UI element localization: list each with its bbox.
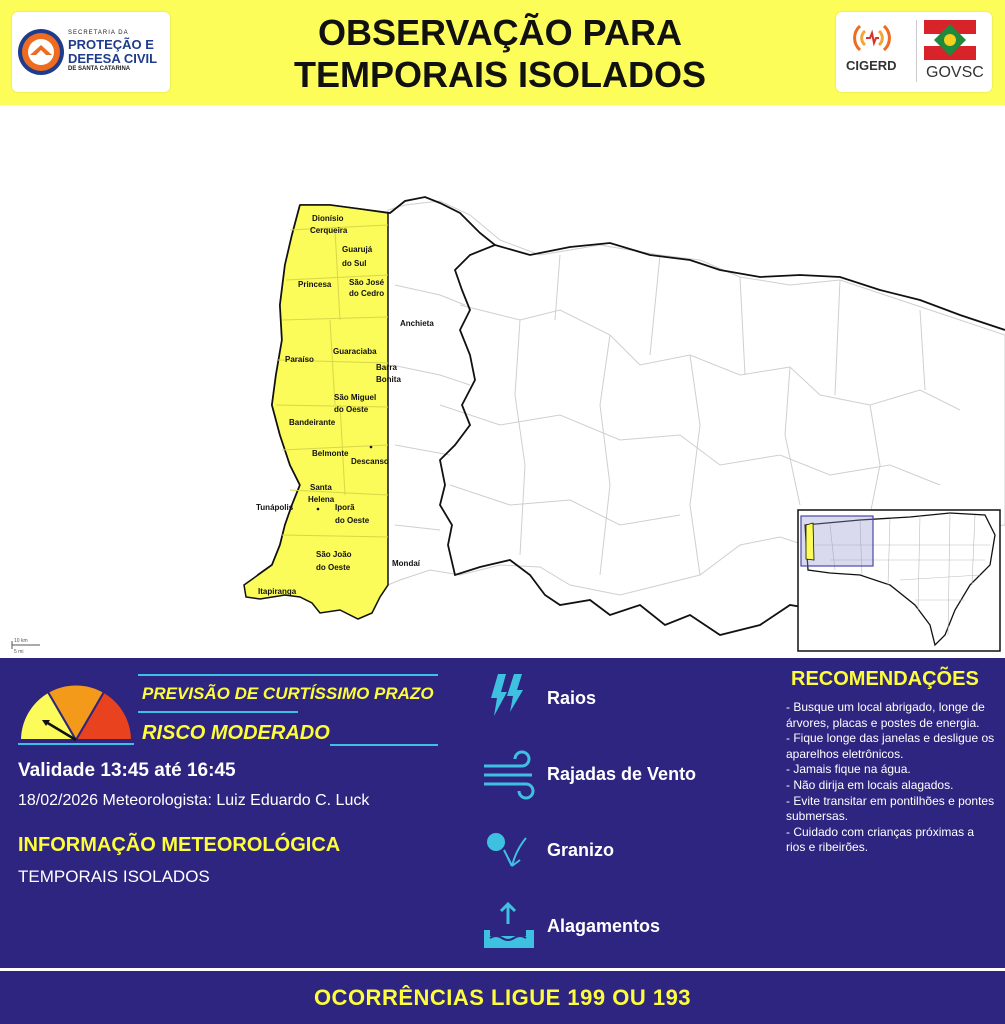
city-label: Tunápolis — [256, 503, 294, 512]
city-label: Anchieta — [400, 319, 434, 328]
logo-line1: PROTEÇÃO E — [68, 37, 154, 52]
city-label: Bonita — [376, 375, 401, 384]
recommendations-title: RECOMENDAÇÕES — [791, 668, 979, 690]
defesa-civil-logo — [12, 12, 170, 92]
validity-text: Validade 13:45 até 16:45 — [18, 760, 236, 781]
forecast-title: PREVISÃO DE CURTÍSSIMO PRAZO — [142, 684, 434, 703]
hazard-label: Raios — [547, 688, 597, 708]
logo-line2: DEFESA CIVIL — [68, 51, 158, 66]
city-label: do Oeste — [316, 563, 351, 572]
city-label: Paraíso — [285, 355, 314, 364]
city-label: São José — [349, 278, 385, 287]
info-panel — [0, 658, 1005, 968]
city-label: do Sul — [342, 259, 367, 268]
meteorologist-text: 18/02/2026 Meteorologista: Luiz Eduardo C. Luck — [18, 792, 370, 809]
govsc-label: GOVSC — [926, 64, 984, 81]
region-map-svg — [0, 105, 1005, 658]
city-label: Helena — [308, 495, 335, 504]
city-label: Mondaí — [392, 559, 420, 568]
alert-map — [0, 105, 1005, 658]
risk-level-title: RISCO MODERADO — [142, 722, 330, 744]
hail-icon — [482, 820, 542, 880]
header — [0, 0, 1005, 105]
recommendation-item: - Evite transitar em pontilhões e pontes submersas. — [786, 793, 995, 824]
city-label: Guarujá — [342, 245, 373, 254]
city-label: Cerqueira — [310, 226, 348, 235]
city-label: Dionísio — [312, 214, 344, 223]
logo-top-text: SECRETARIA DA — [68, 30, 129, 36]
city-label: São Miguel — [334, 393, 377, 402]
page-title — [200, 12, 800, 96]
svg-text:5 mi: 5 mi — [14, 649, 24, 655]
divider-line — [330, 744, 438, 746]
hazard-item-granizo — [482, 820, 762, 880]
hazard-label: Rajadas de Vento — [547, 764, 697, 784]
logo-divider — [916, 20, 917, 82]
recommendation-item: - Busque um local abrigado, longe de árvores, placas e postes de energia. — [786, 700, 985, 730]
cigerd-label: CIGERD — [846, 58, 897, 73]
hazard-label: Granizo — [547, 840, 615, 860]
logo-line3: DE SANTA CATARINA — [68, 66, 131, 72]
city-label: Iporã — [335, 503, 355, 512]
recommendation-item: - Jamais fique na água. — [786, 762, 911, 777]
info-text: TEMPORAIS ISOLADOS — [18, 867, 210, 886]
hazard-label: Alagamentos — [547, 916, 661, 936]
defesa-civil-emblem-icon — [16, 27, 66, 77]
sc-flag-icon — [924, 20, 976, 60]
wind-icon — [482, 744, 542, 804]
footer — [0, 968, 1005, 1024]
map-scale-bar — [12, 638, 40, 655]
emergency-phone-text: OCORRÊNCIAS LIGUE 199 OU 193 — [313, 985, 692, 1010]
city-label: Princesa — [298, 280, 332, 289]
flood-icon — [482, 896, 542, 956]
city-label: Barra — [376, 363, 397, 372]
inset-locator-map — [798, 510, 1000, 651]
city-label: do Cedro — [349, 289, 385, 298]
city-label: São João — [316, 550, 352, 559]
city-label: Belmonte — [312, 449, 349, 458]
recommendation-item: - Cuidado com crianças próximas a rios e ribeirões. — [786, 824, 975, 855]
title-line-1: OBSERVAÇÃO PARA — [317, 12, 683, 53]
info-title: INFORMAÇÃO METEOROLÓGICA — [18, 834, 341, 856]
recommendations-list — [786, 700, 996, 856]
divider-line — [138, 674, 438, 676]
hazard-item-raios — [482, 668, 762, 728]
title-line-2: TEMPORAIS ISOLADOS — [293, 54, 707, 95]
recommendation-item: - Fique longe das janelas e desligue os aparelhos eletrônicos. — [786, 731, 995, 761]
city-label: Itapiranga — [258, 587, 297, 596]
city-label: Bandeirante — [289, 418, 336, 427]
divider-line — [138, 711, 298, 713]
recommendation-item: - Não dirija em locais alagados. — [786, 777, 954, 792]
cigerd-govsc-logos — [836, 12, 992, 92]
city-label: Guaraciaba — [333, 347, 377, 356]
risk-gauge-icon — [14, 676, 138, 746]
city-label: Santa — [310, 483, 332, 492]
city-label: do Oeste — [334, 405, 369, 414]
city-label: do Oeste — [335, 516, 370, 525]
hazard-item-alagamentos — [482, 896, 762, 956]
svg-text:10 km: 10 km — [14, 638, 28, 644]
lightning-icon — [482, 668, 542, 728]
cigerd-signal-icon — [852, 20, 892, 56]
city-label: Descanso — [351, 457, 389, 466]
hazard-item-vento — [482, 744, 762, 804]
